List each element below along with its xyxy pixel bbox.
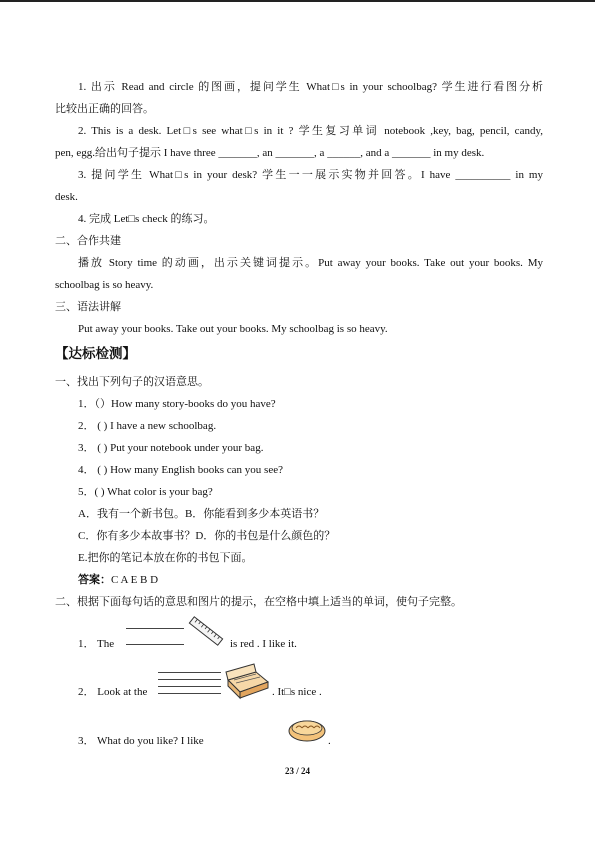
step-3-line-2: desk. xyxy=(55,191,78,203)
step-3-line-1: 3. 提问学生 What□s in your desk? 学生一一展示实物并回答。I have __________ in my xyxy=(78,169,543,181)
ruler-icon xyxy=(186,614,226,648)
bread-icon xyxy=(286,714,328,744)
q2-title: 二、根据下面每句话的意思和图片的提示，在空格中填上适当的单词，使句子完整。 xyxy=(55,596,462,608)
pencil-box-icon xyxy=(222,662,272,702)
q1-option-line-3: E.把你的笔记本放在你的书包下面。 xyxy=(78,552,253,564)
page-top-border xyxy=(0,0,595,2)
section-3-title: 三、语法讲解 xyxy=(55,301,121,313)
step-1-line-2: 比较出正确的回答。 xyxy=(55,103,154,115)
q1-item-2: 2． ( ) I have a new schoolbag. xyxy=(78,420,217,432)
answer-label: 答案： xyxy=(78,574,111,586)
section-2-para-line-2: schoolbag is so heavy. xyxy=(55,279,154,291)
q2-item-3-prefix: 3． What do you like? I like xyxy=(78,735,204,747)
step-1-line-1: 1. 出示 Read and circle 的图画，提问学生 What□s in your schoolbag? 学生进行看图分析 xyxy=(78,81,543,93)
q1-item-3: 3． ( ) Put your notebook under your bag. xyxy=(78,442,264,454)
q1-option-line-1: A．我有一个新书包。B．你能看到多少本英语书？ xyxy=(78,508,325,520)
dabiao-heading: 【达标检测】 xyxy=(55,346,136,361)
q2-item-2-suffix: . It□s nice . xyxy=(272,686,322,698)
q1-answer xyxy=(78,569,158,591)
q2-item-2-prefix: 2． Look at the xyxy=(78,686,148,698)
section-3-para: Put away your books. Take out your books. My schoolbag is so heavy. xyxy=(78,323,388,335)
step-2-line-2: pen, egg.给出句子提示 I have three _______, an _______, a ______, and a _______ in my desk. xyxy=(55,147,485,159)
q2-item-1-suffix: is red . I like it. xyxy=(230,638,297,650)
answer-value: C A E B D xyxy=(111,574,159,586)
q2-item-1-prefix: 1． The xyxy=(78,638,115,650)
page-number: 23 / 24 xyxy=(284,766,310,776)
q1-item-5: 5．( ) What color is your bag? xyxy=(78,486,213,498)
q1-item-4: 4． ( ) How many English books can you see? xyxy=(78,464,283,476)
step-4: 4. 完成 Let□s check 的练习。 xyxy=(78,213,215,225)
q1-title: 一、找出下列句子的汉语意思。 xyxy=(55,376,209,388)
step-2-line-1: 2. This is a desk. Let□s see what□s in it ? 学生复习单词 notebook ,key, bag, pencil, candy, xyxy=(78,125,543,137)
section-2-para-line-1: 播放 Story time 的动画，出示关键词提示。Put away your books. Take out your books. My xyxy=(78,257,543,269)
q1-item-1: 1．（）How many story-books do you have? xyxy=(78,398,276,410)
q1-option-line-2: C．你有多少本故事书？D．你的书包是什么颜色的？ xyxy=(78,530,336,542)
q2-item-1-answer-lines xyxy=(126,628,184,645)
section-2-title: 二、合作共建 xyxy=(55,235,121,247)
q2-item-3-suffix: . xyxy=(328,735,331,747)
q2-item-2-answer-lines xyxy=(158,672,221,694)
